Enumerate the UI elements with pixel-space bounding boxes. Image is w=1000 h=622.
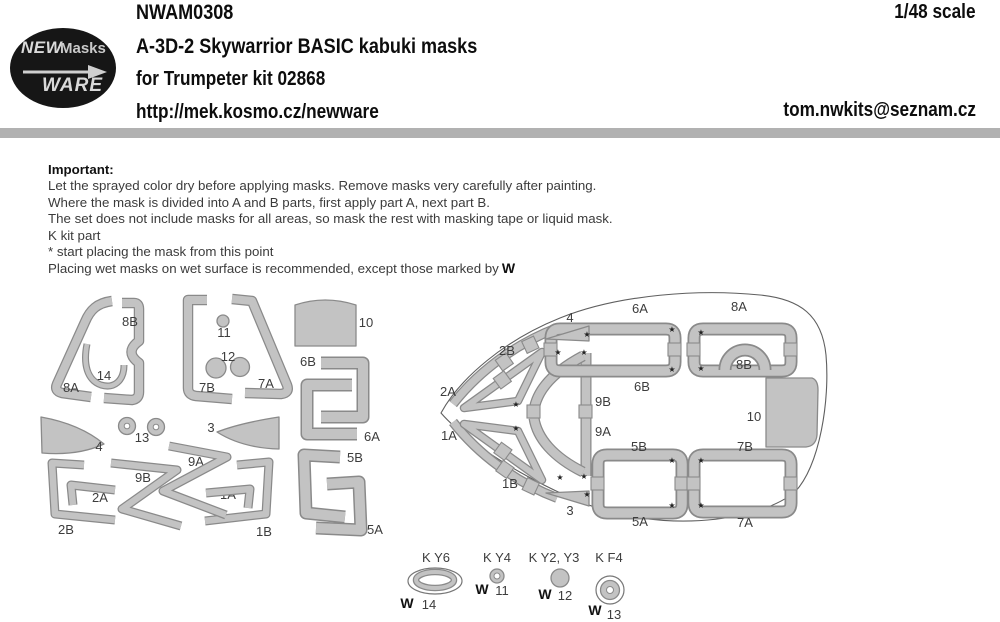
mask-label-9a: 9A: [188, 454, 204, 469]
mask-label-8b: 8B: [122, 314, 138, 329]
start-point-star-icon: ★: [580, 348, 588, 357]
mask-label-13: 13: [134, 430, 150, 445]
mask-label-9b: 9B: [135, 470, 151, 485]
sheet-title: A-3D-2 Skywarrior BASIC kabuki masks: [136, 35, 478, 58]
start-point-star-icon: ★: [697, 501, 705, 510]
mask-label-2b: 2B: [58, 522, 74, 537]
placement-label-7a: 7A: [737, 515, 753, 530]
scale-label: 1/48 scale: [894, 1, 976, 23]
mask-sheet-left-cluster: [41, 299, 383, 539]
wet-mask-symbol: W: [538, 586, 552, 602]
start-point-star-icon: ★: [556, 473, 564, 482]
product-code: NWAM0308: [136, 1, 234, 24]
kit-part-label: K F4: [595, 550, 623, 565]
kit-part-label: K Y6: [422, 550, 450, 565]
placement-label-10: 10: [746, 409, 762, 424]
placement-label-2b: 2B: [499, 343, 515, 358]
mask-piece-5a: [316, 482, 361, 530]
wheel-mask-y6: [400, 550, 462, 612]
wet-mask-symbol: W: [588, 602, 602, 618]
mask-piece-3: [217, 417, 279, 449]
start-point-star-icon: ★: [512, 424, 520, 433]
start-point-star-icon: ★: [697, 328, 705, 337]
wet-mask-symbol: W: [475, 581, 489, 597]
segment-divider: [687, 343, 700, 356]
start-point-star-icon: ★: [668, 325, 676, 334]
mask-piece-10: [295, 300, 356, 346]
segment-divider: [784, 343, 797, 356]
wheel-mask-y2-y3: [529, 550, 580, 603]
mask-label-5b: 5B: [347, 450, 363, 465]
start-point-star-icon: ★: [580, 472, 588, 481]
sheet-subtitle: for Trumpeter kit 02868: [136, 68, 326, 90]
mask-label-4: 4: [95, 439, 103, 454]
wheel-disc: [551, 569, 569, 587]
mask-label-6b: 6B: [300, 354, 316, 369]
placement-label-5a: 5A: [632, 514, 648, 529]
mask-number: 13: [606, 607, 622, 622]
mask-label-7a: 7A: [258, 376, 274, 391]
placement-label-7b: 7B: [737, 439, 753, 454]
mask-label-8a: 8A: [63, 380, 79, 395]
start-point-star-icon: ★: [697, 364, 705, 373]
instruction-line: * start placing the mask from this point: [48, 244, 274, 260]
placement-label-8a: 8A: [731, 299, 747, 314]
start-point-star-icon: ★: [583, 330, 591, 339]
placement-diagram: [440, 293, 827, 530]
segment-divider: [579, 405, 592, 418]
mask-label-5a: 5A: [367, 522, 383, 537]
contact-email: tom.nwkits@seznam.cz: [783, 99, 976, 121]
wheel-masks-row: [400, 550, 624, 622]
mask-label-7b: 7B: [199, 380, 215, 395]
mask-piece-13-hole: [153, 424, 159, 430]
placement-label-2a: 2A: [440, 384, 456, 399]
logo-word-ware: WARE: [42, 75, 103, 96]
instruction-line-text: Placing wet masks on wet surface is recommended, except those marked by: [48, 261, 499, 277]
mask-label-11: 11: [217, 325, 231, 340]
start-point-star-icon: ★: [583, 490, 591, 499]
logo-word-masks: Masks: [60, 40, 106, 57]
segment-divider: [668, 343, 681, 356]
start-point-star-icon: ★: [697, 456, 705, 465]
mask-label-2a: 2A: [92, 490, 108, 505]
mask-label-3: 3: [207, 420, 215, 435]
kit-part-label: K Y2, Y3: [528, 550, 580, 565]
mask-label-10: 10: [358, 315, 374, 330]
placement-label-1b: 1B: [502, 476, 518, 491]
instruction-line: The set does not include masks for all areas, so mask the rest with masking tape or liquid mask.: [48, 211, 613, 227]
start-point-star-icon: ★: [512, 400, 520, 409]
mask-piece-13-hole: [124, 423, 130, 429]
instruction-line: Where the mask is divided into A and B parts, first apply part A, next part B.: [48, 194, 490, 210]
segment-divider: [675, 477, 688, 490]
kit-part-label: K Y4: [483, 550, 511, 565]
wet-mask-symbol: W: [400, 595, 414, 611]
placement-label-8b: 8B: [736, 357, 752, 372]
wet-mask-symbol: W: [501, 260, 516, 277]
segment-divider: [784, 477, 797, 490]
start-point-star-icon: ★: [668, 456, 676, 465]
mask-number: 14: [421, 597, 437, 612]
placement-label-9b: 9B: [595, 394, 611, 409]
start-point-star-icon: ★: [554, 348, 562, 357]
mask-number: 11: [495, 583, 509, 598]
instructions-heading: Important:: [48, 162, 114, 177]
wheel-mask-f4: [588, 550, 624, 622]
placement-label-4: 4: [566, 310, 574, 325]
mask-number: 12: [557, 588, 573, 603]
instruction-line: K kit part: [48, 227, 101, 243]
placement-label-3: 3: [566, 503, 574, 518]
mask-label-14: 14: [96, 368, 112, 383]
logo-word-new: NEW: [21, 38, 63, 57]
mask-piece-6a: [307, 385, 357, 434]
segment-divider: [527, 405, 540, 418]
mask-label-1a: 1A: [220, 487, 236, 502]
start-point-star-icon: ★: [668, 501, 676, 510]
wheel-mask-y4: [475, 550, 511, 598]
mask-label-12: 12: [220, 349, 236, 364]
placement-label-1a: 1A: [441, 428, 457, 443]
placement-label-6b: 6B: [634, 379, 650, 394]
placement-label-9a: 9A: [595, 424, 611, 439]
placement-label-5b: 5B: [631, 439, 647, 454]
segment-divider: [591, 477, 604, 490]
website-url: http://mek.kosmo.cz/newware: [136, 101, 379, 123]
placed-mask-10: [766, 378, 818, 447]
segment-divider: [687, 477, 700, 490]
start-point-star-icon: ★: [668, 365, 676, 374]
instruction-line: Let the sprayed color dry before applying masks. Remove masks very carefully after painting.: [48, 178, 597, 194]
mask-label-6a: 6A: [364, 429, 380, 444]
mask-label-1b: 1B: [256, 524, 272, 539]
placement-label-6a: 6A: [632, 301, 648, 316]
